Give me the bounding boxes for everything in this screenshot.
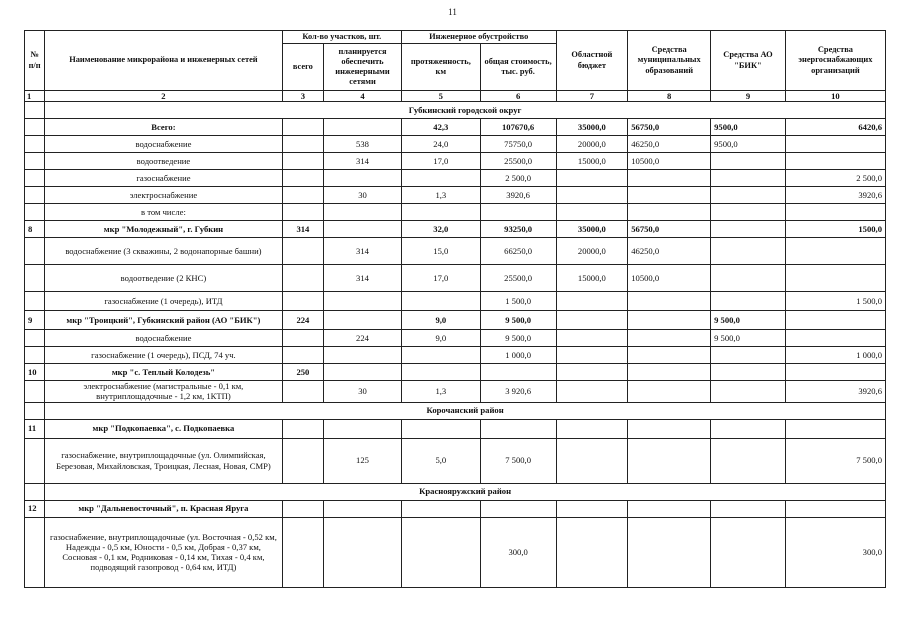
length-cell bbox=[401, 500, 480, 517]
cost-cell bbox=[480, 500, 556, 517]
table-row bbox=[25, 187, 886, 204]
plots-planned-cell: 30 bbox=[324, 187, 402, 204]
municipal-funds-cell: 56750,0 bbox=[628, 221, 711, 238]
header-municipal: Средства муниципальных образований bbox=[628, 31, 711, 91]
energy-funds-cell: 300,0 bbox=[785, 517, 885, 587]
row-number: 9 bbox=[25, 311, 45, 330]
section-title: Корочанский район bbox=[45, 402, 886, 419]
municipal-funds-cell bbox=[628, 204, 711, 221]
plots-planned-cell bbox=[324, 517, 402, 587]
bik-funds-cell bbox=[711, 204, 786, 221]
table-row bbox=[25, 381, 886, 403]
regional-budget-cell bbox=[556, 517, 628, 587]
municipal-funds-cell bbox=[628, 347, 711, 364]
bik-funds-cell bbox=[711, 364, 786, 381]
regional-budget-cell bbox=[556, 364, 628, 381]
cost-cell: 1 000,0 bbox=[480, 347, 556, 364]
length-cell: 1,3 bbox=[401, 381, 480, 403]
plots-total-cell bbox=[282, 238, 323, 265]
energy-funds-cell bbox=[785, 330, 885, 347]
column-number: 6 bbox=[480, 91, 556, 102]
length-cell: 17,0 bbox=[401, 265, 480, 292]
length-cell bbox=[401, 170, 480, 187]
bik-funds-cell: 9500,0 bbox=[711, 136, 786, 153]
plots-total-cell bbox=[282, 419, 323, 438]
municipal-funds-cell bbox=[628, 438, 711, 483]
municipal-funds-cell: 46250,0 bbox=[628, 238, 711, 265]
column-number: 8 bbox=[628, 91, 711, 102]
length-cell: 5,0 bbox=[401, 438, 480, 483]
plots-total-cell bbox=[282, 265, 323, 292]
table-row bbox=[25, 170, 886, 187]
header-regional: Областной бюджет bbox=[556, 31, 628, 91]
municipal-funds-cell bbox=[628, 364, 711, 381]
row-number bbox=[25, 204, 45, 221]
column-number: 2 bbox=[45, 91, 282, 102]
plots-total-cell bbox=[282, 119, 323, 136]
bik-funds-cell bbox=[711, 438, 786, 483]
length-cell: 1,3 bbox=[401, 187, 480, 204]
plots-total-cell bbox=[282, 187, 323, 204]
cost-cell: 300,0 bbox=[480, 517, 556, 587]
bik-funds-cell bbox=[711, 419, 786, 438]
table-row bbox=[25, 238, 886, 265]
regional-budget-cell bbox=[556, 187, 628, 204]
header-plots-group: Кол-во участков, шт. bbox=[282, 31, 401, 44]
row-name: Всего: bbox=[45, 119, 282, 136]
regional-budget-cell bbox=[556, 381, 628, 403]
table-row bbox=[25, 119, 886, 136]
row-name: электроснабжение bbox=[45, 187, 282, 204]
column-number: 1 bbox=[25, 91, 45, 102]
energy-funds-cell: 3920,6 bbox=[785, 381, 885, 403]
row-name: мкр "Троицкий", Губкинский район (АО "БИК") bbox=[45, 311, 282, 330]
table-row bbox=[25, 221, 886, 238]
column-number-row bbox=[25, 91, 886, 102]
regional-budget-cell bbox=[556, 311, 628, 330]
energy-funds-cell: 7 500,0 bbox=[785, 438, 885, 483]
row-name: газоснабжение (1 очередь), ПСД, 74 уч. bbox=[45, 347, 282, 364]
row-name: электроснабжение (магистральные - 0,1 км, внутриплощадочные - 1,2 км, 1КТП) bbox=[45, 381, 282, 403]
bik-funds-cell bbox=[711, 221, 786, 238]
municipal-funds-cell bbox=[628, 187, 711, 204]
energy-funds-cell: 1 000,0 bbox=[785, 347, 885, 364]
energy-funds-cell bbox=[785, 153, 885, 170]
cost-cell: 2 500,0 bbox=[480, 170, 556, 187]
row-name: водоснабжение bbox=[45, 330, 282, 347]
section-title: Губкинский городской округ bbox=[45, 102, 886, 119]
bik-funds-cell bbox=[711, 500, 786, 517]
plots-total-cell bbox=[282, 500, 323, 517]
plots-total-cell bbox=[282, 170, 323, 187]
length-cell: 24,0 bbox=[401, 136, 480, 153]
plots-planned-cell bbox=[324, 364, 402, 381]
section-row bbox=[25, 102, 886, 119]
municipal-funds-cell bbox=[628, 517, 711, 587]
row-number bbox=[25, 187, 45, 204]
table-row bbox=[25, 364, 886, 381]
row-number bbox=[25, 347, 45, 364]
row-number: 10 bbox=[25, 364, 45, 381]
table-row bbox=[25, 136, 886, 153]
plots-planned-cell bbox=[324, 311, 402, 330]
regional-budget-cell: 15000,0 bbox=[556, 265, 628, 292]
length-cell: 9,0 bbox=[401, 311, 480, 330]
energy-funds-cell bbox=[785, 364, 885, 381]
plots-planned-cell: 314 bbox=[324, 153, 402, 170]
cost-cell: 75750,0 bbox=[480, 136, 556, 153]
column-number: 4 bbox=[324, 91, 402, 102]
plots-planned-cell bbox=[324, 221, 402, 238]
row-number bbox=[25, 153, 45, 170]
length-cell: 17,0 bbox=[401, 153, 480, 170]
length-cell bbox=[401, 517, 480, 587]
row-name: газоснабжение (1 очередь), ИТД bbox=[45, 292, 282, 311]
section-spacer bbox=[25, 402, 45, 419]
plots-total-cell bbox=[282, 204, 323, 221]
bik-funds-cell: 9500,0 bbox=[711, 119, 786, 136]
plots-planned-cell: 538 bbox=[324, 136, 402, 153]
row-name: мкр "Дальневосточный", п. Красная Яруга bbox=[45, 500, 282, 517]
regional-budget-cell bbox=[556, 170, 628, 187]
funding-table bbox=[24, 30, 886, 588]
regional-budget-cell: 15000,0 bbox=[556, 153, 628, 170]
plots-planned-cell: 314 bbox=[324, 238, 402, 265]
row-name: мкр "Подкопаевка", с. Подкопаевка bbox=[45, 419, 282, 438]
header-name: Наименование микрорайона и инженерных сетей bbox=[45, 31, 282, 91]
row-name: водоснабжение (3 скважины, 2 водонапорные башни) bbox=[45, 238, 282, 265]
bik-funds-cell bbox=[711, 153, 786, 170]
header-no: № п/п bbox=[25, 31, 45, 91]
section-row bbox=[25, 483, 886, 500]
table-row bbox=[25, 330, 886, 347]
regional-budget-cell: 20000,0 bbox=[556, 136, 628, 153]
table-row bbox=[25, 153, 886, 170]
regional-budget-cell bbox=[556, 438, 628, 483]
cost-cell: 3 920,6 bbox=[480, 381, 556, 403]
row-name: водоотведение (2 КНС) bbox=[45, 265, 282, 292]
table-row bbox=[25, 204, 886, 221]
cost-cell: 1 500,0 bbox=[480, 292, 556, 311]
municipal-funds-cell bbox=[628, 500, 711, 517]
section-spacer bbox=[25, 102, 45, 119]
row-number bbox=[25, 381, 45, 403]
row-number: 11 bbox=[25, 419, 45, 438]
cost-cell: 93250,0 bbox=[480, 221, 556, 238]
cost-cell: 9 500,0 bbox=[480, 330, 556, 347]
municipal-funds-cell: 46250,0 bbox=[628, 136, 711, 153]
row-number bbox=[25, 265, 45, 292]
municipal-funds-cell: 10500,0 bbox=[628, 265, 711, 292]
cost-cell: 107670,6 bbox=[480, 119, 556, 136]
plots-planned-cell bbox=[324, 500, 402, 517]
length-cell bbox=[401, 292, 480, 311]
regional-budget-cell bbox=[556, 330, 628, 347]
section-row bbox=[25, 402, 886, 419]
header-engineering-group: Инженерное обустройство bbox=[401, 31, 556, 44]
bik-funds-cell bbox=[711, 347, 786, 364]
cost-cell: 9 500,0 bbox=[480, 311, 556, 330]
row-number bbox=[25, 238, 45, 265]
cost-cell bbox=[480, 204, 556, 221]
municipal-funds-cell bbox=[628, 292, 711, 311]
row-number: 12 bbox=[25, 500, 45, 517]
length-cell bbox=[401, 347, 480, 364]
length-cell: 15,0 bbox=[401, 238, 480, 265]
table-row bbox=[25, 438, 886, 483]
table-row bbox=[25, 500, 886, 517]
energy-funds-cell bbox=[785, 238, 885, 265]
plots-planned-cell bbox=[324, 119, 402, 136]
table-row bbox=[25, 517, 886, 587]
plots-total-cell bbox=[282, 292, 323, 311]
municipal-funds-cell bbox=[628, 311, 711, 330]
plots-total-cell: 250 bbox=[282, 364, 323, 381]
row-number bbox=[25, 292, 45, 311]
regional-budget-cell: 20000,0 bbox=[556, 238, 628, 265]
regional-budget-cell: 35000,0 bbox=[556, 119, 628, 136]
plots-planned-cell bbox=[324, 170, 402, 187]
municipal-funds-cell bbox=[628, 419, 711, 438]
column-number: 10 bbox=[785, 91, 885, 102]
plots-planned-cell bbox=[324, 419, 402, 438]
row-name: газоснабжение, внутриплощадочные (ул. Олимпийская, Березовая, Михайловская, Троицкая, Лесная, Новая, СМР) bbox=[45, 438, 282, 483]
page-number: 11 bbox=[448, 7, 457, 17]
header-plots-total: всего bbox=[282, 44, 323, 91]
header-energy: Средства энергоснабжающих организаций bbox=[785, 31, 885, 91]
energy-funds-cell: 1 500,0 bbox=[785, 292, 885, 311]
header-cost: общая стоимость, тыс. руб. bbox=[480, 44, 556, 91]
energy-funds-cell: 2 500,0 bbox=[785, 170, 885, 187]
length-cell: 9,0 bbox=[401, 330, 480, 347]
municipal-funds-cell bbox=[628, 381, 711, 403]
row-name: газоснабжение bbox=[45, 170, 282, 187]
section-spacer bbox=[25, 483, 45, 500]
plots-planned-cell: 30 bbox=[324, 381, 402, 403]
bik-funds-cell bbox=[711, 381, 786, 403]
plots-planned-cell: 314 bbox=[324, 265, 402, 292]
length-cell: 42,3 bbox=[401, 119, 480, 136]
plots-total-cell bbox=[282, 136, 323, 153]
regional-budget-cell bbox=[556, 500, 628, 517]
municipal-funds-cell: 56750,0 bbox=[628, 119, 711, 136]
length-cell bbox=[401, 419, 480, 438]
column-number: 7 bbox=[556, 91, 628, 102]
energy-funds-cell bbox=[785, 419, 885, 438]
row-number: 8 bbox=[25, 221, 45, 238]
plots-planned-cell bbox=[324, 204, 402, 221]
energy-funds-cell bbox=[785, 136, 885, 153]
header-bik: Средства АО "БИК" bbox=[711, 31, 786, 91]
bik-funds-cell: 9 500,0 bbox=[711, 330, 786, 347]
cost-cell: 25500,0 bbox=[480, 153, 556, 170]
energy-funds-cell bbox=[785, 204, 885, 221]
regional-budget-cell bbox=[556, 347, 628, 364]
energy-funds-cell bbox=[785, 265, 885, 292]
energy-funds-cell: 6420,6 bbox=[785, 119, 885, 136]
plots-total-cell bbox=[282, 381, 323, 403]
regional-budget-cell bbox=[556, 292, 628, 311]
row-name: водоснабжение bbox=[45, 136, 282, 153]
row-name: мкр "Молодежный", г. Губкин bbox=[45, 221, 282, 238]
column-number: 3 bbox=[282, 91, 323, 102]
header-plots-planned: планируется обеспечить инженерными сетями bbox=[324, 44, 402, 91]
municipal-funds-cell: 10500,0 bbox=[628, 153, 711, 170]
bik-funds-cell: 9 500,0 bbox=[711, 311, 786, 330]
column-number: 5 bbox=[401, 91, 480, 102]
plots-planned-cell bbox=[324, 292, 402, 311]
cost-cell: 3920,6 bbox=[480, 187, 556, 204]
length-cell: 32,0 bbox=[401, 221, 480, 238]
table-row bbox=[25, 419, 886, 438]
energy-funds-cell bbox=[785, 500, 885, 517]
row-number bbox=[25, 330, 45, 347]
length-cell bbox=[401, 364, 480, 381]
row-name: в том числе: bbox=[45, 204, 282, 221]
plots-total-cell: 224 bbox=[282, 311, 323, 330]
plots-total-cell bbox=[282, 438, 323, 483]
bik-funds-cell bbox=[711, 170, 786, 187]
row-name: водоотведение bbox=[45, 153, 282, 170]
plots-total-cell bbox=[282, 330, 323, 347]
cost-cell: 66250,0 bbox=[480, 238, 556, 265]
plots-planned-cell: 125 bbox=[324, 438, 402, 483]
plots-planned-cell: 224 bbox=[324, 330, 402, 347]
plots-total-cell bbox=[282, 153, 323, 170]
table-row bbox=[25, 292, 886, 311]
energy-funds-cell: 3920,6 bbox=[785, 187, 885, 204]
row-number bbox=[25, 136, 45, 153]
header-length: протяженность, км bbox=[401, 44, 480, 91]
bik-funds-cell bbox=[711, 292, 786, 311]
municipal-funds-cell bbox=[628, 330, 711, 347]
plots-total-cell bbox=[282, 347, 323, 364]
table-row bbox=[25, 347, 886, 364]
column-number: 9 bbox=[711, 91, 786, 102]
energy-funds-cell bbox=[785, 311, 885, 330]
plots-planned-cell bbox=[324, 347, 402, 364]
table-row bbox=[25, 311, 886, 330]
cost-cell: 7 500,0 bbox=[480, 438, 556, 483]
row-number bbox=[25, 517, 45, 587]
bik-funds-cell bbox=[711, 187, 786, 204]
regional-budget-cell bbox=[556, 204, 628, 221]
row-number bbox=[25, 438, 45, 483]
row-name: газоснабжение, внутриплощадочные (ул. Восточная - 0,52 км, Надежды - 0,5 км, Юности - 0,5 км, Добрая - 0,37 км, Сосновая - 0,1 км, Родниковая - 0,14 км, Тихая - 0,4 км, подводящий газопровод - 0,64 км, ИТД) bbox=[45, 517, 282, 587]
cost-cell bbox=[480, 364, 556, 381]
energy-funds-cell: 1500,0 bbox=[785, 221, 885, 238]
municipal-funds-cell bbox=[628, 170, 711, 187]
regional-budget-cell bbox=[556, 419, 628, 438]
bik-funds-cell bbox=[711, 238, 786, 265]
plots-total-cell: 314 bbox=[282, 221, 323, 238]
length-cell bbox=[401, 204, 480, 221]
regional-budget-cell: 35000,0 bbox=[556, 221, 628, 238]
row-number bbox=[25, 119, 45, 136]
table-body bbox=[25, 102, 886, 588]
table-row bbox=[25, 265, 886, 292]
bik-funds-cell bbox=[711, 517, 786, 587]
cost-cell bbox=[480, 419, 556, 438]
plots-total-cell bbox=[282, 517, 323, 587]
cost-cell: 25500,0 bbox=[480, 265, 556, 292]
row-number bbox=[25, 170, 45, 187]
bik-funds-cell bbox=[711, 265, 786, 292]
section-title: Краснояружский район bbox=[45, 483, 886, 500]
row-name: мкр "с. Теплый Колодезь" bbox=[45, 364, 282, 381]
